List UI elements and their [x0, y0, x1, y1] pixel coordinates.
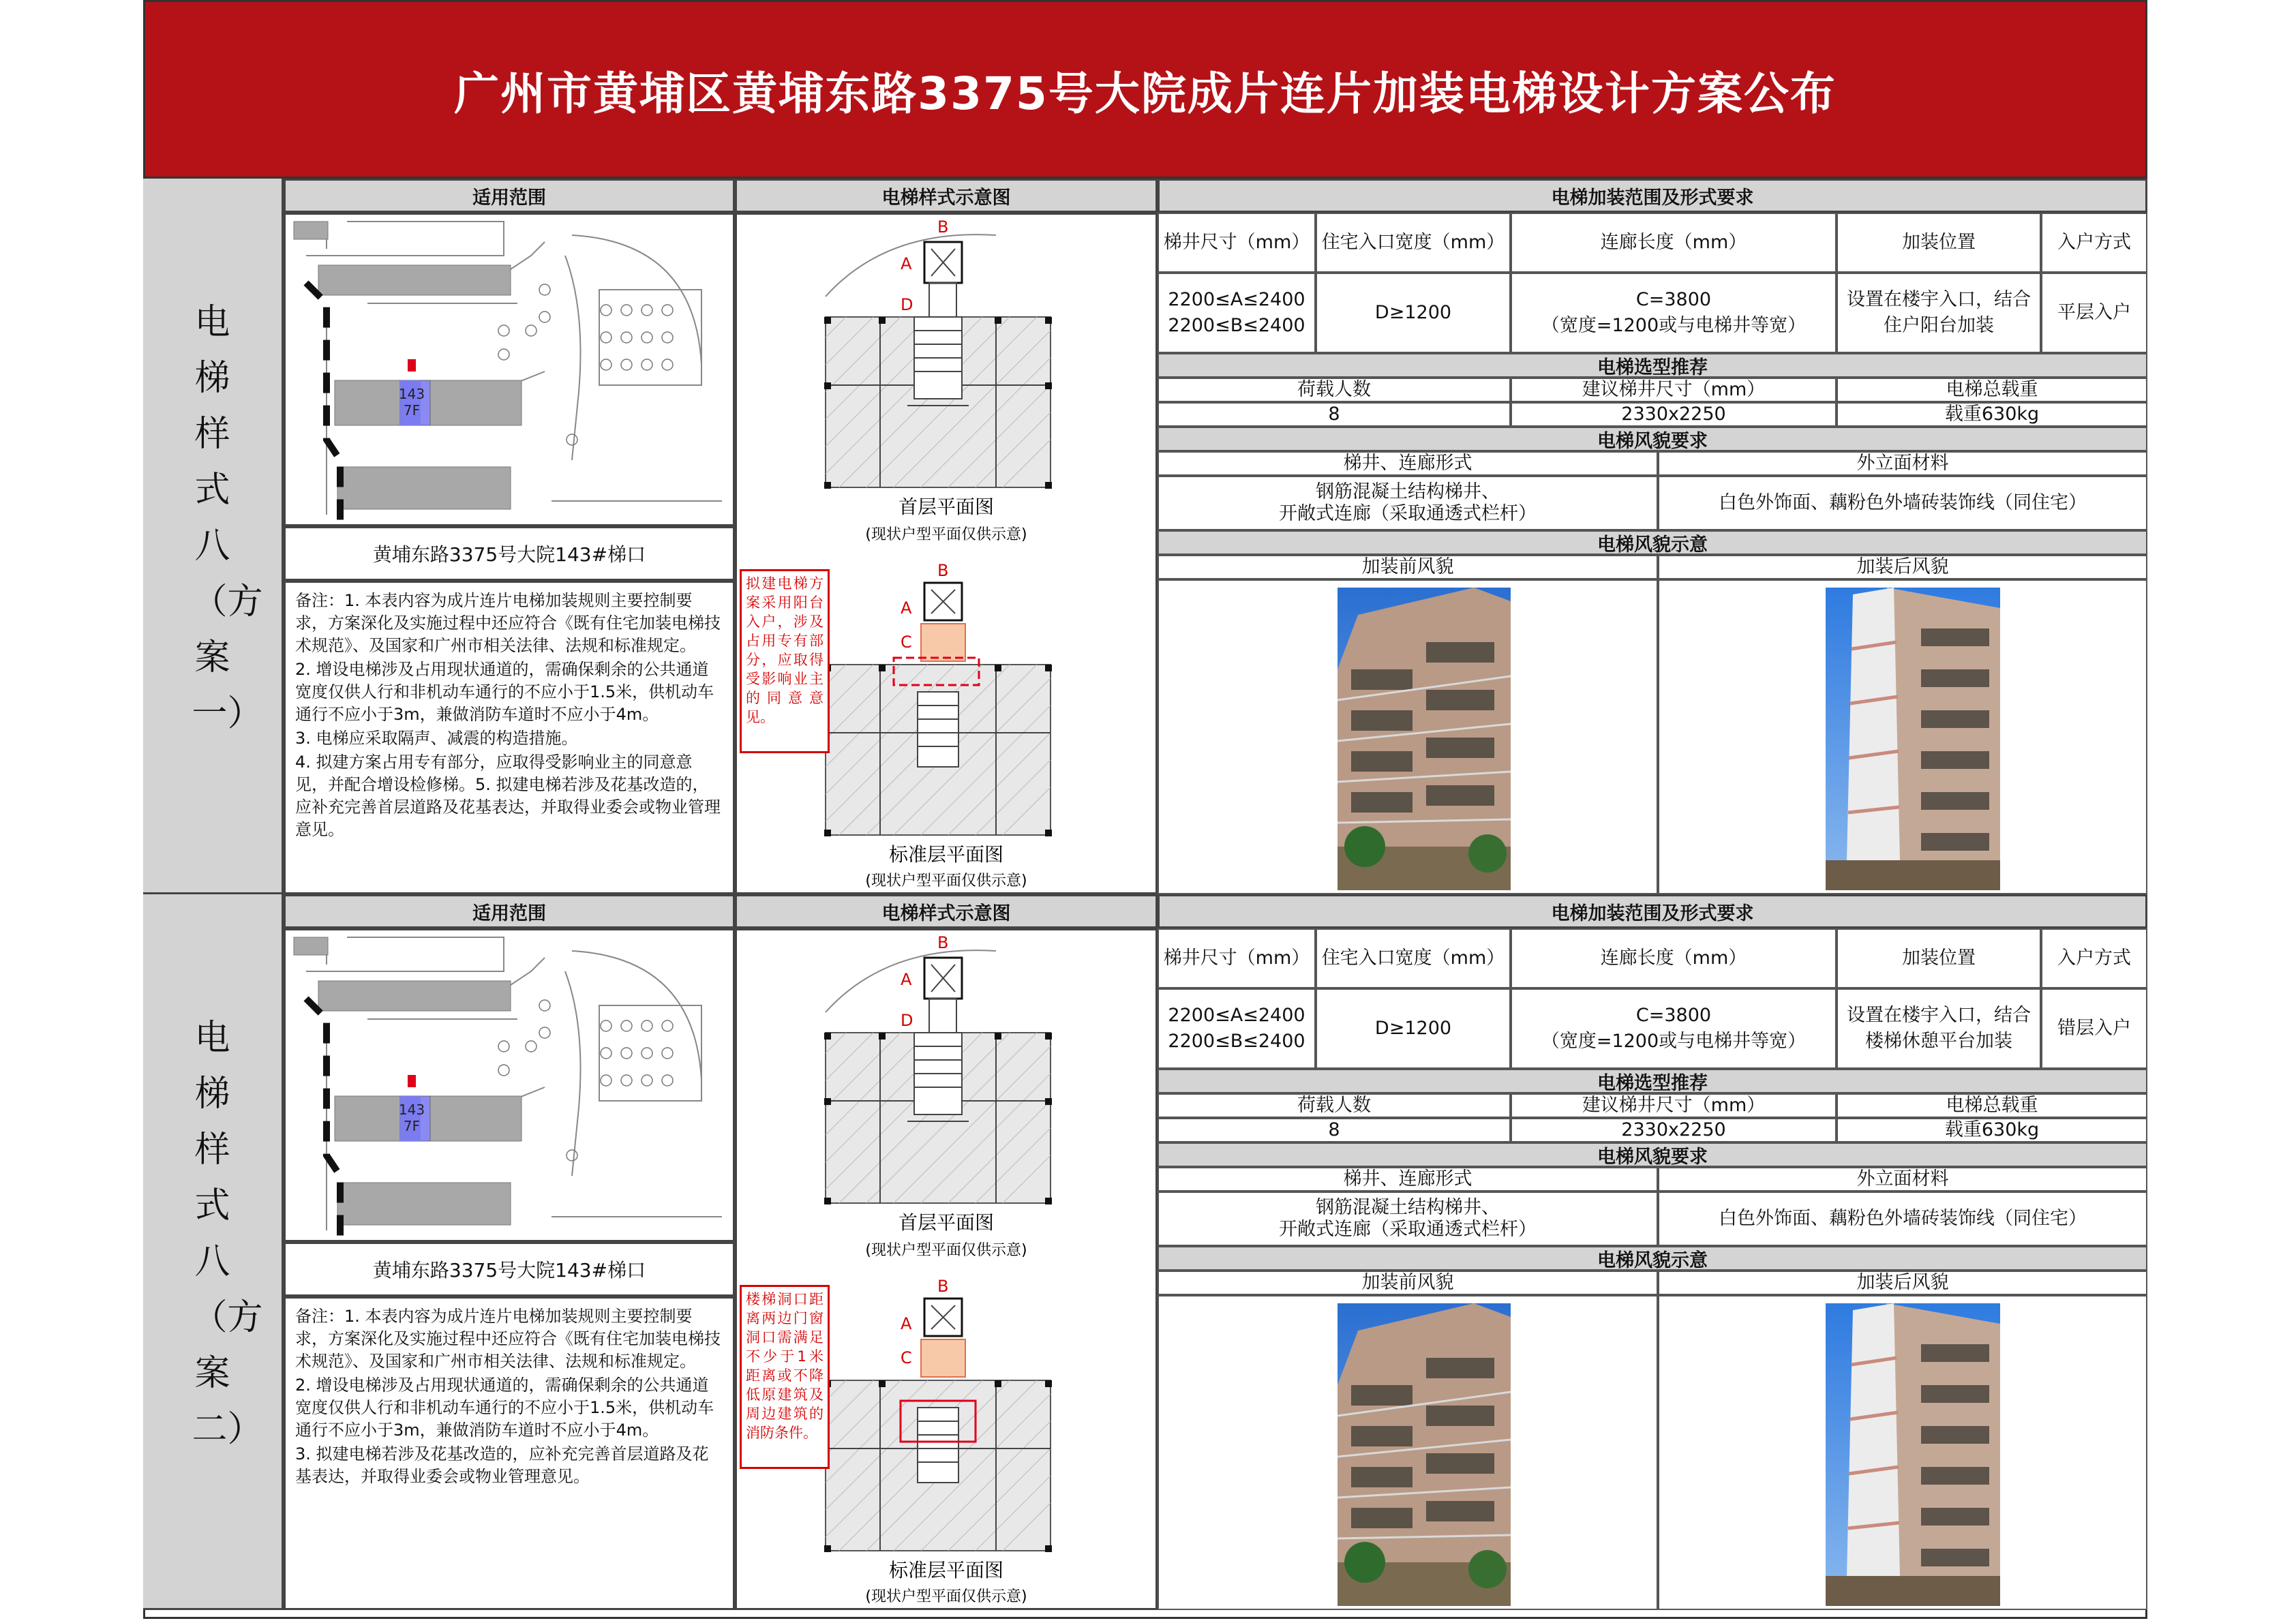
note-item: 备注：1. 本表内容为成片连片电梯加装规则主要控制要求，方案深化及实施过程中还应符合《既有住宅加装电梯技术规范》、及国家和广州市相关法律、法规和标准规定。: [295, 1307, 721, 1371]
scheme-panel: [143, 179, 2147, 894]
standard-label-b: B: [937, 561, 949, 580]
ground-label-a: A: [901, 970, 912, 989]
notes-box: [284, 581, 735, 894]
site-plan: [284, 928, 735, 1242]
standard-floor-plan: [826, 1299, 1051, 1551]
selection-title: 电梯选型推荐: [1158, 353, 2147, 378]
sel-val-shaft: 2330x2250: [1511, 402, 1837, 427]
look-material-cell: 白色外饰面、藕粉色外墙砖装饰线（同住宅）: [1658, 1192, 2147, 1246]
col-head-entrance: 住宅入口宽度（mm）: [1316, 928, 1511, 988]
col-head-entry: 入户方式: [2041, 213, 2147, 273]
shaft-size-a: 2200≤A≤2400: [1168, 289, 1305, 310]
floor-plan-drawings: [737, 930, 1155, 1608]
standard-floor-note: (现状户型平面仅供示意): [865, 873, 1027, 890]
ground-label-b: B: [937, 933, 949, 952]
page-title: 广州市黄埔区黄埔东路3375号大院成片连片加装电梯设计方案公布: [454, 67, 1837, 120]
ground-floor-plan: [826, 234, 1051, 487]
site-plan-drawing: [286, 930, 733, 1240]
look-form-line-1: 钢筋混凝土结构梯井、: [1316, 481, 1500, 502]
entry-mode-cell: 错层入户: [2041, 988, 2147, 1069]
corridor-length-cell: [1511, 273, 1837, 353]
sel-val-load: 8: [1158, 1118, 1511, 1142]
before-photo: [1338, 1303, 1511, 1606]
red-annotation: 拟建电梯方案采用阳台入户，涉及占用专有部分，应取得受影响业主的同意意见。: [740, 569, 830, 753]
corridor-width: （宽度=1200或与电梯井等宽）: [1541, 1031, 1807, 1052]
building-number: 143: [398, 1102, 425, 1118]
look-form-cell: [1158, 1192, 1658, 1246]
sel-head-shaft: 建议梯井尺寸（mm）: [1511, 1093, 1837, 1118]
shaft-size-b: 2200≤B≤2400: [1168, 1031, 1305, 1052]
col-head-position: 加装位置: [1837, 928, 2041, 988]
col-head-shaft: 梯井尺寸（mm）: [1158, 928, 1316, 988]
standard-label-b: B: [937, 1277, 949, 1296]
title-banner: [143, 0, 2147, 179]
look-head-form: 梯井、连廊形式: [1158, 1167, 1658, 1192]
after-photo: [1826, 1303, 2000, 1606]
entrance-width-cell: D≥1200: [1316, 273, 1511, 353]
sel-val-load: 8: [1158, 402, 1511, 427]
position-line-2: 楼梯休憩平台加装: [1865, 1031, 2012, 1052]
scope-header: 适用范围: [284, 894, 735, 928]
sel-head-load: 荷载人数: [1158, 1093, 1511, 1118]
shaft-size-b: 2200≤B≤2400: [1168, 315, 1305, 336]
standard-label-a: A: [901, 598, 912, 618]
note-item: 4. 拟建方案占用专有部分，应取得受影响业主的同意意见，并配合增设检修梯。5. 拟建电梯若涉及花基改造的，应补充完善首层道路及花基表达，并取得业委会或物业管理意见。: [295, 753, 721, 839]
new-elevator-shaft: [1846, 588, 1901, 890]
after-photo: [1826, 588, 2000, 890]
look-head-form: 梯井、连廊形式: [1158, 451, 1658, 476]
ground-floor-caption: 首层平面图: [898, 1211, 995, 1234]
ground-label-a: A: [901, 254, 912, 273]
look-form-line-2: 开敞式连廊（采取通透式栏杆）: [1279, 1219, 1537, 1240]
sel-head-load: 荷载人数: [1158, 378, 1511, 402]
diagram-header: 电梯样式示意图: [735, 894, 1158, 928]
building-floors: 7F: [403, 402, 421, 419]
look-title: 电梯风貌要求: [1158, 427, 2147, 451]
show-title: 电梯风貌示意: [1158, 1246, 2147, 1271]
shaft-size-a: 2200≤A≤2400: [1168, 1005, 1305, 1026]
before-photo: [1338, 588, 1511, 890]
ground-label-d: D: [901, 1011, 913, 1030]
before-label: 加装前风貌: [1158, 555, 1658, 579]
requirements-header: 电梯加装范围及形式要求: [1158, 179, 2147, 213]
look-form-cell: [1158, 476, 1658, 530]
ground-floor-caption: 首层平面图: [898, 496, 995, 518]
note-item: 3. 电梯应采取隔声、减震的构造措施。: [295, 729, 578, 748]
ground-label-b: B: [937, 217, 949, 237]
site-caption: 黄埔东路3375号大院143#梯口: [284, 1242, 735, 1296]
col-head-entrance: 住宅入口宽度（mm）: [1316, 213, 1511, 273]
scheme-side: [143, 894, 284, 1610]
position-cell: [1837, 988, 2041, 1069]
site-caption: 黄埔东路3375号大院143#梯口: [284, 526, 735, 581]
sel-val-weight: 载重630kg: [1837, 1118, 2147, 1142]
ground-floor-plan: [826, 950, 1051, 1203]
corridor-length: C=3800: [1635, 289, 1712, 310]
col-head-shaft: 梯井尺寸（mm）: [1158, 213, 1316, 273]
col-head-corridor: 连廊长度（mm）: [1511, 928, 1837, 988]
notes-box: [284, 1296, 735, 1610]
position-line-1: 设置在楼宇入口，结合: [1847, 1005, 2031, 1026]
notes-list: [295, 1305, 723, 1488]
diagram-panel: [735, 213, 1158, 894]
sel-head-weight: 电梯总载重: [1837, 378, 2147, 402]
col-head-corridor: 连廊长度（mm）: [1511, 213, 1837, 273]
look-material-cell: 白色外饰面、藕粉色外墙砖装饰线（同住宅）: [1658, 476, 2147, 530]
look-title: 电梯风貌要求: [1158, 1142, 2147, 1167]
entry-mode-cell: 平层入户: [2041, 273, 2147, 353]
corridor-width: （宽度=1200或与电梯井等宽）: [1541, 315, 1807, 336]
standard-floor-plan: [826, 583, 1051, 835]
standard-floor-caption: 标准层平面图: [888, 1559, 1004, 1581]
selection-title: 电梯选型推荐: [1158, 1069, 2147, 1093]
corridor-length-cell: [1511, 988, 1837, 1069]
sel-val-weight: 载重630kg: [1837, 402, 2147, 427]
show-title: 电梯风貌示意: [1158, 530, 2147, 555]
col-head-position: 加装位置: [1837, 213, 2041, 273]
position-line-2: 住户阳台加装: [1884, 315, 1994, 336]
building-floors: 7F: [403, 1118, 421, 1134]
site-plan: [284, 213, 735, 526]
scope-header: 适用范围: [284, 179, 735, 213]
look-form-line-1: 钢筋混凝土结构梯井、: [1316, 1197, 1500, 1218]
look-head-material: 外立面材料: [1658, 1167, 2147, 1192]
red-annotation: 楼梯洞口距离两边门窗洞口需满足不少于1米距离或不降低原建筑及周边建筑的消防条件。: [740, 1285, 830, 1469]
entrance-width-cell: D≥1200: [1316, 988, 1511, 1069]
ground-label-d: D: [901, 295, 913, 314]
standard-floor-caption: 标准层平面图: [888, 843, 1004, 866]
after-label: 加装后风貌: [1658, 1271, 2147, 1295]
sel-val-shaft: 2330x2250: [1511, 1118, 1837, 1142]
standard-floor-note: (现状户型平面仅供示意): [865, 1588, 1027, 1605]
diagram-header: 电梯样式示意图: [735, 179, 1158, 213]
after-label: 加装后风貌: [1658, 555, 2147, 579]
ground-floor-note: (现状户型平面仅供示意): [865, 1242, 1027, 1259]
standard-label-c: C: [901, 1348, 912, 1367]
notes-list: [295, 590, 723, 841]
note-item: 3. 拟建电梯若涉及花基改造的，应补充完善首层道路及花基表达，并取得业委会或物业管理意见。: [295, 1444, 709, 1486]
before-label: 加装前风貌: [1158, 1271, 1658, 1295]
ground-floor-note: (现状户型平面仅供示意): [865, 526, 1027, 543]
scheme-panel: [143, 894, 2147, 1610]
note-item: 2. 增设电梯涉及占用现状通道的，需确保剩余的公共通道宽度仅供人行和非机动车通行的不应小于1.5米，供机动车通行不应小于3m，兼做消防车道时不应小于4m。: [295, 1376, 714, 1440]
corridor-length: C=3800: [1635, 1005, 1712, 1026]
new-elevator-shaft: [1846, 1303, 1901, 1606]
building-number: 143: [398, 386, 425, 402]
shaft-size-cell: [1158, 988, 1316, 1069]
look-form-line-2: 开敞式连廊（采取通透式栏杆）: [1279, 503, 1537, 524]
sel-head-weight: 电梯总载重: [1837, 1093, 2147, 1118]
standard-label-c: C: [901, 633, 912, 652]
site-plan-drawing: [286, 215, 733, 524]
requirements-header: 电梯加装范围及形式要求: [1158, 894, 2147, 928]
scheme-side-title: 电梯样式八（方案一）: [192, 302, 263, 734]
scheme-side-title: 电梯样式八（方案二）: [192, 1018, 263, 1450]
position-cell: [1837, 273, 2041, 353]
col-head-entry: 入户方式: [2041, 928, 2147, 988]
sel-head-shaft: 建议梯井尺寸（mm）: [1511, 378, 1837, 402]
floor-plan-drawings: [737, 215, 1155, 892]
diagram-panel: [735, 928, 1158, 1610]
scheme-side: [143, 179, 284, 894]
position-line-1: 设置在楼宇入口，结合: [1847, 289, 2031, 310]
standard-label-a: A: [901, 1314, 912, 1333]
shaft-size-cell: [1158, 273, 1316, 353]
note-item: 2. 增设电梯涉及占用现状通道的，需确保剩余的公共通道宽度仅供人行和非机动车通行的不应小于1.5米，供机动车通行不应小于3m，兼做消防车道时不应小于4m。: [295, 660, 714, 724]
note-item: 备注：1. 本表内容为成片连片电梯加装规则主要控制要求，方案深化及实施过程中还应符合《既有住宅加装电梯技术规范》、及国家和广州市相关法律、法规和标准规定。: [295, 591, 721, 655]
look-head-material: 外立面材料: [1658, 451, 2147, 476]
